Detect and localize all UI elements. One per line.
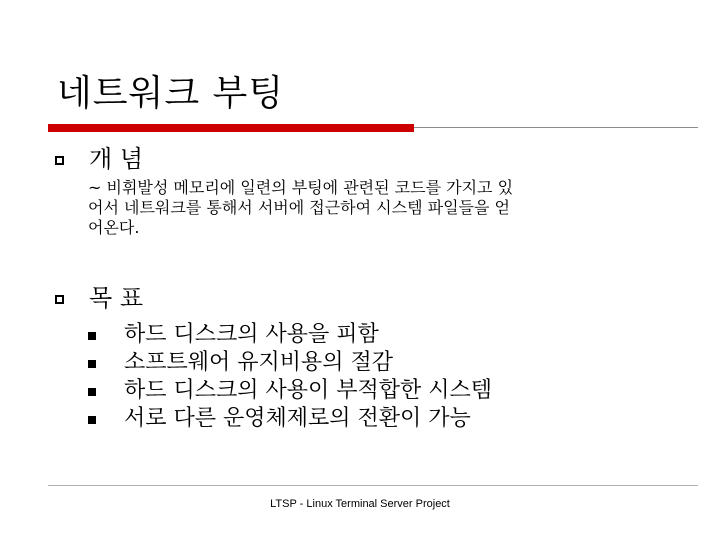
square-bullet-icon <box>88 360 96 368</box>
footer-text: LTSP - Linux Terminal Server Project <box>270 498 450 510</box>
square-bullet-icon <box>88 388 96 396</box>
concept-paragraph-line: ~ 비휘발성 메모리에 일련의 부팅에 관련된 코드를 가지고 있 <box>88 178 514 197</box>
list-item-text: 서로 다른 운영체제로의 전환이 가능 <box>124 406 471 431</box>
section-heading-concept: 개 념 <box>89 145 143 173</box>
list-item-text: 소프트웨어 유지비용의 절감 <box>124 350 394 375</box>
list-item-text: 하드 디스크의 사용이 부적합한 시스템 <box>124 378 493 403</box>
concept-paragraph-line: 어온다. <box>88 218 140 237</box>
square-bullet-icon <box>88 416 96 424</box>
footer-rule <box>48 485 698 486</box>
section-bullet-concept <box>55 156 64 165</box>
title-accent-bar <box>48 124 414 132</box>
section-heading-goals: 목 표 <box>89 284 143 312</box>
slide-title: 네트워크 부팅 <box>57 73 285 114</box>
section-bullet-goals <box>55 295 64 304</box>
concept-paragraph <box>88 178 688 238</box>
list-item-text: 하드 디스크의 사용을 피함 <box>124 322 379 347</box>
concept-paragraph-line: 어서 네트워크를 통해서 서버에 접근하여 시스템 파일들을 얻 <box>88 198 511 217</box>
square-bullet-icon <box>88 332 96 340</box>
